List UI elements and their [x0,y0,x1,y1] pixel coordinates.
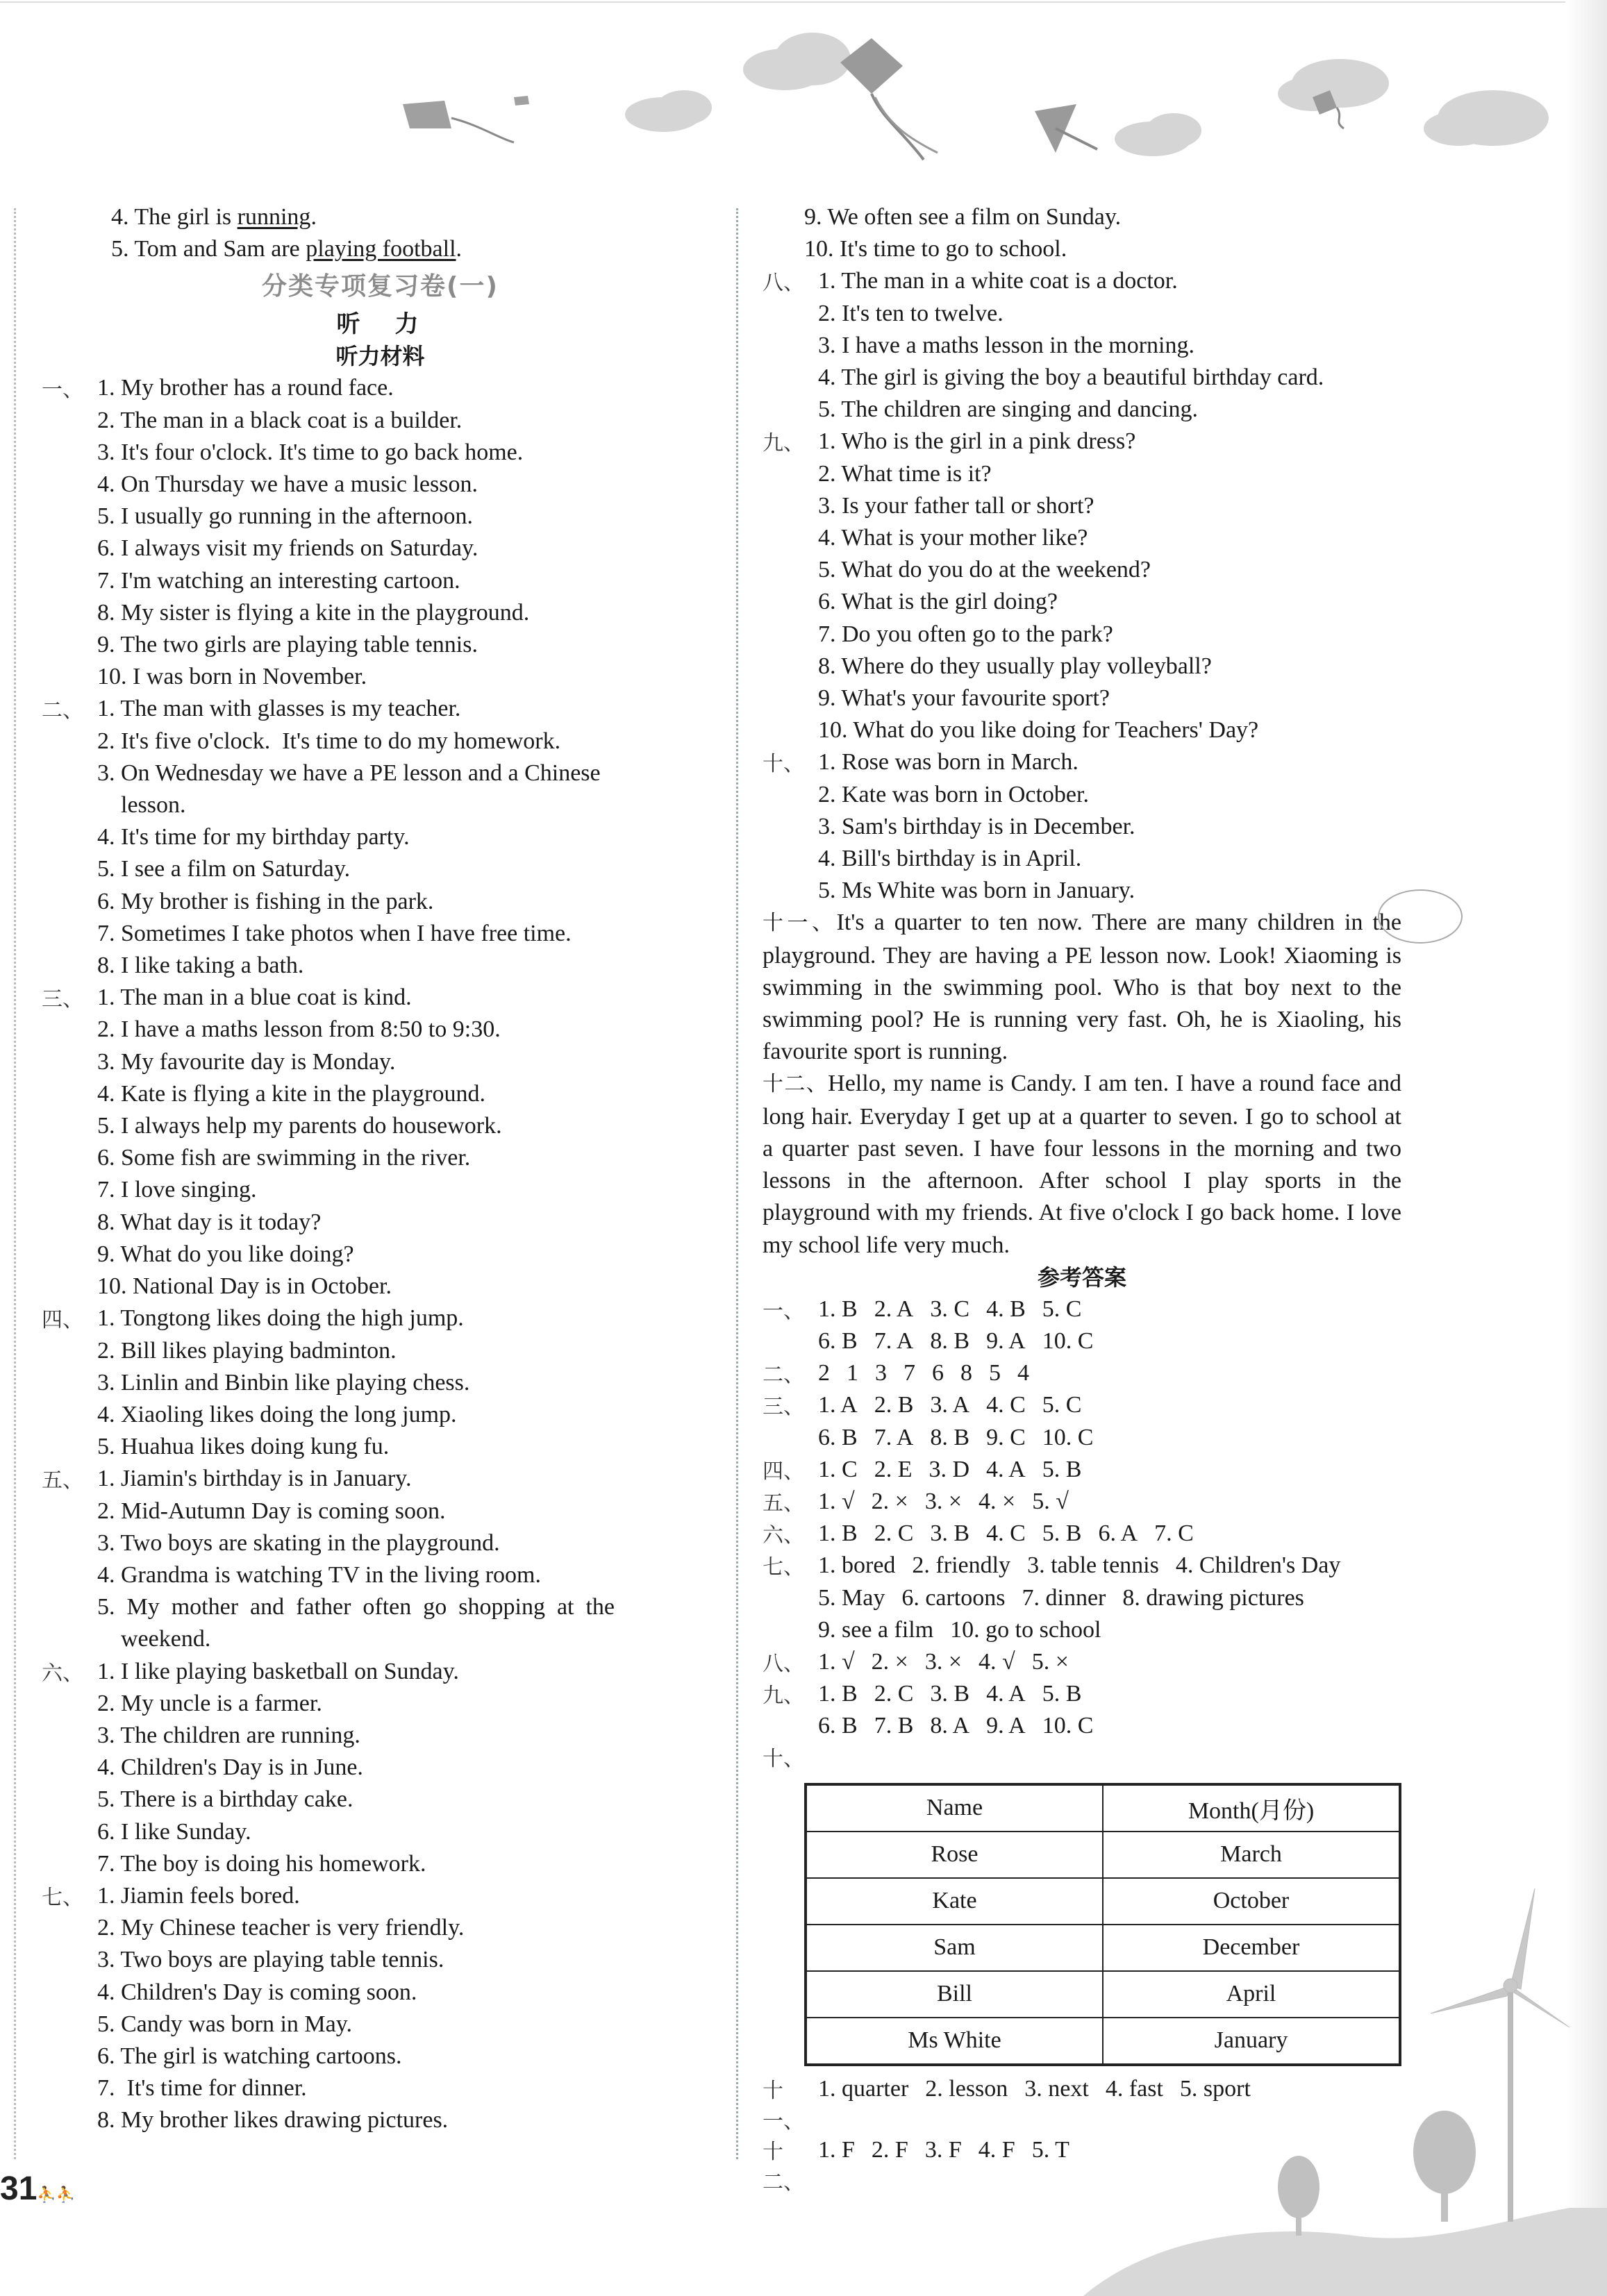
material-line: 4. Children's Day is coming soon. [97,1979,417,2005]
material-line: 6. I like Sunday. [97,1818,251,1845]
answer-item: 5 [989,1360,1001,1386]
material-line: 4. Bill's birthday is in April. [818,846,1082,872]
left-column [42,201,719,2137]
umbrella-icon [1035,104,1097,153]
answer-section [763,1389,1401,1453]
answer-row [818,2134,1401,2166]
answer-item: 10. C [1042,1327,1094,1354]
header-decoration [0,0,1607,181]
answer-item: 1. B [818,1296,858,1322]
answer-item: 2. lesson [925,2075,1008,2102]
material-line: 2. My uncle is a farmer. [97,1690,322,1716]
answer-item: 2. F [871,2136,908,2163]
answer-section [763,1454,1401,1486]
table-row [806,2018,1400,2065]
section-number: 六、 [763,1523,804,1548]
material-line: 8. My sister is flying a kite in the playground. [97,599,530,626]
material-line: 3. I have a maths lesson in the morning. [818,332,1195,358]
answer-item: 4. C [986,1520,1026,1547]
material-line: 7. The boy is doing his homework. [97,1850,426,1877]
section-number: 一、 [763,1298,804,1323]
answer-item: 6. cartoons [901,1584,1006,1611]
material-line: 6. What is the girl doing? [818,589,1058,615]
table-cell: March [1103,1832,1400,1878]
answer-row [818,1357,1401,1389]
listening-materials-left [42,372,719,2136]
section-number: 九、 [763,1684,804,1709]
answer-item: 6. B [818,1713,858,1739]
answer-item: 5. C [1042,1392,1082,1418]
material-line: 2. I have a maths lesson from 8:50 to 9:30. [97,1016,501,1043]
answer-row [818,1582,1401,1614]
answer-item: 2. C [874,1681,914,1707]
material-line: 1. The man with glasses is my teacher. [97,696,461,722]
table-row [806,1971,1400,2018]
answer-item: 8. B [930,1424,970,1450]
material-line: 1. The man in a white coat is a doctor. [818,268,1178,294]
material-line: 7. I'm watching an interesting cartoon. [97,567,460,594]
answer-key [763,1293,1401,1743]
material-line: 2. Kate was born in October. [818,781,1089,807]
answer-item: 7 [904,1360,915,1386]
section-number: 六、 [42,1661,83,1686]
table-cell: October [1103,1878,1400,1925]
section-number: 四、 [42,1308,83,1333]
material-line: 2. Bill likes playing badminton. [97,1337,397,1364]
answer-item: 1. C [818,1456,858,1482]
section-number: 十一、 [763,2078,804,2134]
answer-line: 5. Tom and Sam are playing football. [111,236,463,262]
material-line: 4. It's time for my birthday party. [97,824,410,850]
section-number: 七、 [42,1885,83,1910]
listening-title: 听 力 [336,310,424,339]
answer-item: 3 [875,1360,887,1386]
answer-item: 2. A [874,1296,914,1322]
section-number: 五、 [42,1468,83,1493]
answer-item: 1. F [818,2136,855,2163]
material-line: 7. Sometimes I take photos when I have free time. [97,920,572,946]
material-line: 9. What's your favourite sport? [818,685,1110,712]
section-number: 二、 [42,698,83,723]
kite-icon [840,38,938,160]
material-line: 4. What is your mother like? [818,525,1088,551]
material-line: 5. I see a film on Saturday. [97,856,351,882]
material-line: 5. My mother and father often go shopping at the [97,1594,615,1620]
answer-section [763,1518,1401,1550]
answer-item: 9. C [986,1424,1026,1450]
section-number: 二、 [763,1363,804,1388]
table-cell: Ms White [806,2018,1103,2065]
answer-section [763,1357,1401,1389]
answer-item: 4. fast [1105,2075,1163,2102]
material-line: 5. Candy was born in May. [97,2011,353,2037]
material-line: 1. I like playing basketball on Sunday. [97,1658,459,1684]
answer-item: 2 [818,1360,830,1386]
material-line: 1. Jiamin feels bored. [97,1882,300,1909]
answer-item: 4. Children's Day [1175,1552,1341,1579]
section-number: 三、 [42,987,83,1012]
material-line: 4. On Thursday we have a music lesson. [97,471,478,498]
table-header-row [806,1784,1400,1832]
answer-item: 3. table tennis [1027,1552,1159,1579]
material-line: 3. My favourite day is Monday. [97,1048,396,1075]
material-line: 3. Linlin and Binbin like playing chess. [97,1369,470,1396]
answer-item: 5. C [1042,1296,1082,1322]
answer-item: 1 [847,1360,858,1386]
answer-row [818,1550,1401,1582]
column-divider [736,208,738,2159]
answer-item: 2. B [874,1392,914,1418]
material-line: 5. I always help my parents do housework. [97,1113,502,1139]
answer-row [818,1614,1401,1646]
passage-text: Hello, my name is Candy. I am ten. I have a round face and long hair. Everyday I get up at a quarter to seven. I go to school at a quarter past seven. I have four lessons in the morning and two lessons in the afternoon. After school I play sports in the playground with my friends. At five o'clock I go back home. I love my school life very much. [763,1071,1401,1258]
answer-item: 8. B [930,1327,970,1354]
answer-section [763,1745,1401,1773]
material-section [42,693,719,982]
answer-row [818,1422,1401,1454]
material-section [763,746,1401,907]
material-section [42,1463,719,1655]
kite-icon [403,96,529,142]
material-line: 3. It's four o'clock. It's time to go back home. [97,439,524,465]
material-line: 2. It's ten to twelve. [818,300,1004,326]
answer-item: 5. × [1031,1648,1069,1675]
answer-item: 10. C [1042,1713,1094,1739]
figures-icon: ⛹⛹ [37,2186,76,2203]
answer-item: 2. C [874,1520,914,1547]
answer-item: 3. F [924,2136,962,2163]
answer-item: 7. dinner [1022,1584,1106,1611]
answer-item: 5. B [1042,1520,1082,1547]
answer-section [763,1646,1401,1678]
answer-item: 6. A [1098,1520,1138,1547]
answer-item: 4. C [986,1392,1026,1418]
answer-section [763,2134,1401,2195]
stamp-mark [1368,882,1472,951]
material-line: 6. The girl is watching cartoons. [97,2043,402,2069]
answer-section [763,1293,1401,1357]
answer-item: 10. go to school [950,1616,1101,1643]
answer-section [763,2073,1401,2134]
answer-row [818,2073,1401,2105]
section-number: 十二、 [763,1072,829,1097]
material-section [42,1302,719,1463]
answer-item: 3. A [930,1392,970,1418]
table-row [806,1925,1400,1971]
answer-row [818,1389,1401,1421]
table-row [806,1832,1400,1878]
material-line: 6. Some fish are swimming in the river. [97,1145,471,1171]
answer-section [763,1678,1401,1742]
answer-item: 8. drawing pictures [1122,1584,1304,1611]
material-line: 6. I always visit my friends on Saturday. [97,535,478,562]
material-line: 7. Do you often go to the park? [818,621,1113,647]
answer-item: 7. C [1154,1520,1194,1547]
material-line: 3. The children are running. [97,1722,360,1748]
answer-row [818,1454,1401,1486]
answer-item: 3. D [929,1456,970,1482]
table-row [806,1878,1400,1925]
answer-item: 2. friendly [912,1552,1011,1579]
answer-item: 6. B [818,1327,858,1354]
material-line: 4. Xiaoling likes doing the long jump. [97,1401,457,1427]
answer-item: 2. × [871,1648,908,1675]
answer-item: 7. B [874,1713,914,1739]
table-cell: Bill [806,1971,1103,2018]
table-header: Name [806,1784,1103,1832]
answer-item: 4 [1017,1360,1029,1386]
passage-eleven [763,907,1401,1068]
answer-item: 4. × [979,1488,1016,1514]
answer-item: 10. C [1042,1424,1094,1450]
answer-item: 7. A [874,1424,914,1450]
answer-item: 4. A [986,1681,1026,1707]
material-line: 7. It's time for dinner. [97,2075,307,2102]
material-section [42,1880,719,2137]
material-line: 4. The girl is giving the boy a beautiful birthday card. [818,364,1324,391]
section-number: 四、 [763,1459,804,1484]
answer-item: 6. B [818,1424,858,1450]
answer-item: 9. A [986,1327,1026,1354]
answer-item: 3. C [930,1296,970,1322]
answer-row [818,1486,1401,1518]
answer-row [818,1325,1401,1357]
answer-item: 1. A [818,1392,858,1418]
answer-item: 5. √ [1032,1488,1069,1514]
answer-section [763,1550,1401,1646]
answer-item: 2. E [874,1456,913,1482]
section-number: 三、 [763,1395,804,1420]
answers-title: 参考答案 [1037,1264,1126,1291]
material-line: 8. What day is it today? [97,1209,322,1235]
answer-item: 2. × [871,1488,908,1514]
answer-item: 1. B [818,1520,858,1547]
answer-item: 1. √ [818,1488,855,1514]
material-line: 10. It's time to go to school. [804,236,1067,262]
answer-item: 9. see a film [818,1616,934,1643]
material-line: 5. I usually go running in the afternoon. [97,503,474,530]
material-line: 10. What do you like doing for Teachers' Day? [818,717,1259,744]
answer-item: 5. May [818,1584,885,1611]
page-number: 31⛹⛹ [0,2170,76,2207]
answer-item: 5. T [1031,2136,1069,2163]
material-section [42,372,719,693]
answer-item: 3. next [1024,2075,1089,2102]
answer-row [818,1678,1401,1710]
material-line: 5. What do you do at the weekend? [818,557,1151,583]
windmill-icon [1431,1888,1569,2222]
material-section [42,982,719,1302]
answer-item: 5. B [1042,1681,1082,1707]
material-line: 2. Mid-Autumn Day is coming soon. [97,1498,446,1524]
section-number: 十一、 [763,911,837,936]
paper-title: 分类专项复习卷(一) [262,272,499,301]
material-line: 4. Children's Day is in June. [97,1754,363,1781]
answer-row [818,1293,1401,1325]
material-line: 3. Two boys are playing table tennis. [97,1947,444,1973]
material-line: 5. Huahua likes doing kung fu. [97,1434,390,1460]
answer-item: 9. A [986,1713,1026,1739]
answer-row [818,1518,1401,1550]
material-line: 3. Sam's birthday is in December. [818,813,1135,839]
answer-line: 4. The girl is running. [111,204,317,230]
material-line: 3. Is your father tall or short? [818,492,1094,519]
answer-item: 1. B [818,1681,858,1707]
answer-item: 6 [932,1360,944,1386]
material-line: 10. I was born in November. [97,664,367,690]
answer-item: 3. B [930,1681,970,1707]
section-number: 七、 [763,1555,804,1580]
material-line: 3. Two boys are skating in the playground. [97,1530,500,1556]
answer-item: 7. A [874,1327,914,1354]
material-line: 8. Where do they usually play volleyball? [818,653,1212,679]
section-number: 九、 [763,431,804,456]
material-line: 1. Who is the girl in a pink dress? [818,428,1136,455]
material-line: 4. Kate is flying a kite in the playground. [97,1080,485,1107]
right-column [763,201,1401,2195]
material-line: 4. Grandma is watching TV in the living room. [97,1561,541,1588]
section-number: 八、 [763,271,804,296]
material-line: lesson. [97,792,186,819]
answer-section [763,1486,1401,1518]
answer-item: 3. × [924,1488,963,1514]
material-line: 10. National Day is in October. [97,1273,392,1300]
section-number: 五、 [763,1491,804,1516]
birthday-table [804,1783,1401,2066]
answer-item: 5. B [1042,1456,1082,1482]
answer-row [818,1710,1401,1742]
answer-item: 3. × [924,1648,963,1675]
passage-twelve [763,1068,1401,1261]
right-shade [1565,0,1607,2296]
answer-item: 4. B [986,1296,1026,1322]
answer-item: 1. quarter [818,2075,909,2102]
material-line: 6. My brother is fishing in the park. [97,888,434,914]
material-line: 8. I like taking a bath. [97,953,304,979]
material-line: 9. We often see a film on Sunday. [804,204,1122,230]
material-line: 9. What do you like doing? [97,1241,354,1267]
passage-text: It's a quarter to ten now. There are many children in the playground. They are having a PE lesson now. Look! Xiaoming is swimming in the swimming pool. Who is that boy next to the swimming pool? He is running very fast. Oh, he is Xiaoling, his favourite sport is running. [763,910,1402,1065]
material-line: 2. My Chinese teacher is very friendly. [97,1915,465,1941]
material-line: 1. Rose was born in March. [818,749,1079,776]
answer-key-end [763,2073,1401,2195]
material-line: 7. I love singing. [97,1177,257,1203]
material-line: 1. My brother has a round face. [97,375,394,401]
material-line: 2. The man in a black coat is a builder. [97,407,463,433]
material-section [763,426,1401,746]
table-header: Month(月份) [1103,1784,1400,1832]
section-number: 一、 [42,378,83,403]
answer-item: 8 [960,1360,972,1386]
section-number: 十、 [763,752,804,777]
answer-item: 8. A [930,1713,970,1739]
material-line: 5. There is a birthday cake. [97,1786,353,1813]
material-section [763,265,1401,426]
material-line: 1. Tongtong likes doing the high jump. [97,1305,464,1332]
answer-item: 1. √ [818,1648,855,1675]
answer-item: 5. sport [1179,2075,1251,2102]
material-title: 听力材料 [335,343,425,370]
material-line: 5. Ms White was born in January. [818,878,1135,904]
answer-item: 4. √ [979,1648,1015,1675]
material-line: 9. The two girls are playing table tennis. [97,632,478,658]
section-number: 十二、 [763,2139,804,2195]
material-line: 3. On Wednesday we have a PE lesson and a Chinese [97,760,601,786]
table-cell: Kate [806,1878,1103,1925]
material-line: 8. My brother likes drawing pictures. [97,2107,449,2134]
table-cell: April [1103,1971,1400,2018]
material-line: 1. Jiamin's birthday is in January. [97,1466,412,1492]
table-cell: Rose [806,1832,1103,1878]
table-cell: January [1103,2018,1400,2065]
section-number: 八、 [763,1651,804,1676]
answer-item: 4. A [986,1456,1026,1482]
table-cell: December [1103,1925,1400,1971]
answer-item: 1. bored [818,1552,896,1579]
material-line: 2. It's five o'clock. It's time to do my homework. [97,728,561,754]
listening-materials-right [763,265,1401,907]
section-number: 十、 [763,1746,804,1771]
material-line: weekend. [97,1626,211,1652]
answer-item: 3. B [930,1520,970,1547]
material-line: 5. The children are singing and dancing. [818,396,1198,423]
material-line: 2. What time is it? [818,460,992,487]
answer-item: 4. F [978,2136,1015,2163]
material-line: 1. The man in a blue coat is kind. [97,984,412,1011]
left-rule [14,208,16,2159]
answer-row [818,1646,1401,1678]
table-cell: Sam [806,1925,1103,1971]
material-section [42,1656,719,1880]
